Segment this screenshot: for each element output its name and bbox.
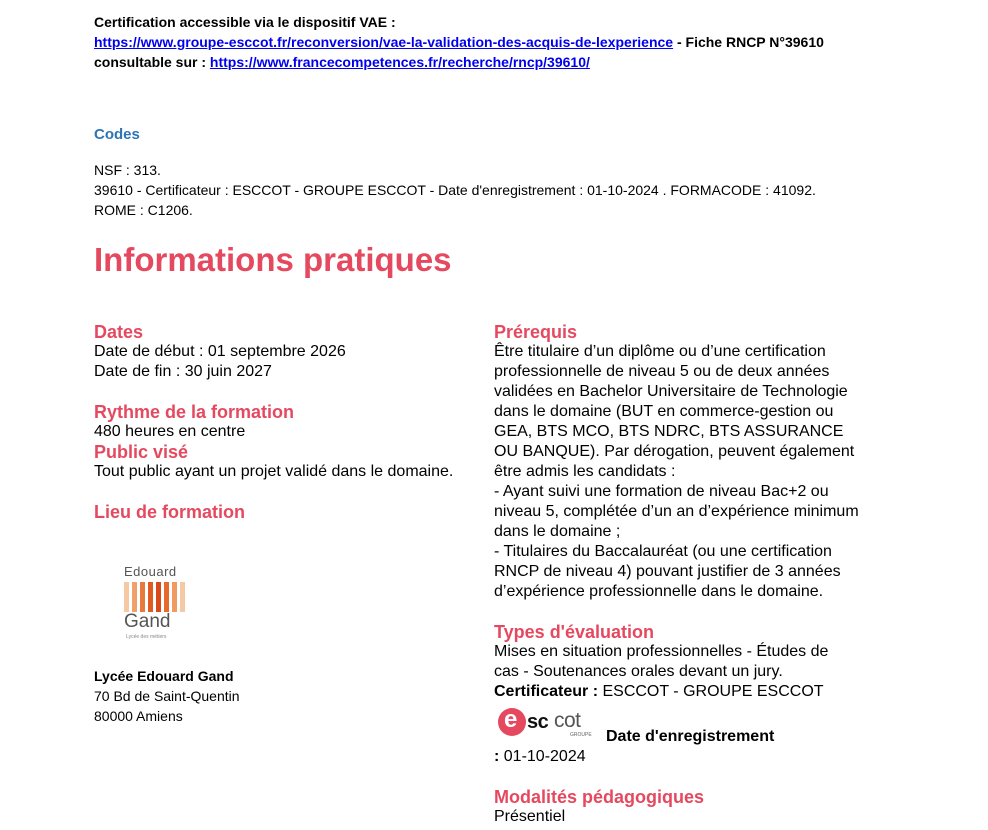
location-address (94, 666, 240, 726)
vae-link[interactable]: https://www.groupe-esccot.fr/reconversion/vae-la-validation-des-acquis-de-lexperience (94, 34, 674, 50)
logo-tagline: Lycée des métiers (126, 634, 167, 640)
logo-bar (164, 582, 169, 612)
esccot-logo-cot: cot (554, 709, 581, 732)
prerequis-line: dans le domaine ; (494, 523, 621, 540)
prerequis-line: - Titulaires du Baccalauréat (ou une certification (494, 543, 832, 560)
france-competences-link[interactable]: https://www.francecompetences.fr/recherche/rncp/39610/ (209, 54, 590, 70)
esccot-logo-groupe: GROUPE (570, 732, 592, 738)
prerequis-line: dans le domaine (BUT en commerce-gestion ou (494, 403, 834, 420)
modalites-heading: Modalités pédagogiques (494, 787, 705, 807)
dates-heading: Dates (94, 322, 144, 342)
location-name: Lycée Edouard Gand (94, 668, 234, 684)
start-date: Date de début : 01 septembre 2026 (94, 343, 346, 360)
public-heading: Public visé (94, 442, 189, 462)
rythme-value: 480 heures en centre (94, 423, 246, 440)
location-street: 70 Bd de Saint-Quentin (94, 688, 240, 704)
logo-bar (180, 582, 185, 612)
evaluation-line1: Mises en situation professionnelles - Études de (494, 643, 829, 660)
rythme-heading: Rythme de la formation (94, 402, 295, 422)
vae-line1: Certification accessible via le dispositif VAE : (94, 14, 396, 30)
lieu-heading: Lieu de formation (94, 502, 246, 522)
page-title: Informations pratiques (94, 241, 452, 278)
nsf-code: NSF : 313. (94, 162, 161, 178)
prerequis-line: validées en Bachelor Universitaire de Technologie (494, 383, 848, 400)
prerequis-line: Être titulaire d’un diplôme ou d’une certification (494, 343, 826, 360)
logo-bar (172, 582, 177, 612)
registration-date (494, 747, 586, 767)
prerequis-line: professionnelle de niveau 5 ou de deux années (494, 363, 830, 380)
esccot-logo (496, 705, 596, 741)
logo-bar (148, 582, 153, 612)
rome-code: ROME : C1206. (94, 202, 193, 218)
registration-date-value: 01-10-2024 (499, 748, 586, 765)
end-date: Date de fin : 30 juin 2027 (94, 363, 272, 380)
logo-bar (132, 582, 137, 612)
location-city: 80000 Amiens (94, 708, 183, 724)
prerequis-line: être admis les candidats : (494, 463, 676, 480)
codes-body (94, 160, 974, 220)
prerequis-body (494, 342, 904, 602)
esccot-logo-sc: sc (527, 711, 549, 733)
evaluation-line2: cas - Soutenances orales devant un jury. (494, 663, 783, 680)
rncp-fiche: - Fiche RNCP N°39610 (673, 34, 824, 50)
registration-date-label: Date d'enregistrement (606, 728, 775, 745)
logo-text-top: Edouard (124, 564, 177, 579)
prerequis-line: - Ayant suivi une formation de niveau Bac+2 ou (494, 483, 829, 500)
prerequis-line: OU BANQUE). Par dérogation, peuvent également (494, 443, 855, 460)
prerequis-line: RNCP de niveau 4) pouvant justifier de 3 années (494, 563, 841, 580)
vae-consult-label: consultable sur : (94, 54, 210, 70)
evaluation-body (494, 642, 904, 702)
prerequis-line: niveau 5, complétée d’un an d’expérience minimum (494, 503, 859, 520)
prerequis-heading: Prérequis (494, 322, 578, 342)
public-value: Tout public ayant un projet validé dans le domaine. (94, 463, 454, 480)
codes-detail: 39610 - Certificateur : ESCCOT - GROUPE ESCCOT - Date d'enregistrement : 01-10-2024 . FORMACODE : 41092. (94, 182, 816, 198)
codes-heading: Codes (94, 126, 140, 143)
evaluation-heading: Types d'évaluation (494, 622, 654, 642)
logo-bars (124, 582, 190, 612)
certificateur-value: ESCCOT - GROUPE ESCCOT (598, 683, 824, 700)
registration-date-colon: : (494, 748, 500, 765)
logo-bar (156, 582, 161, 612)
dates-body (94, 342, 346, 382)
logo-bar (124, 582, 129, 612)
modalites-value: Présentiel (494, 808, 566, 825)
prerequis-line: GEA, BTS MCO, BTS NDRC, BTS ASSURANCE (494, 423, 844, 440)
lycee-logo (122, 562, 194, 642)
esccot-logo-e: e (504, 706, 518, 733)
prerequis-line: d’expérience professionnelle dans le domaine. (494, 583, 824, 600)
logo-text-bottom: Gand (124, 611, 171, 632)
vae-notice (94, 12, 974, 72)
logo-bar (140, 582, 145, 612)
certificateur-label: Certificateur : (494, 683, 599, 700)
